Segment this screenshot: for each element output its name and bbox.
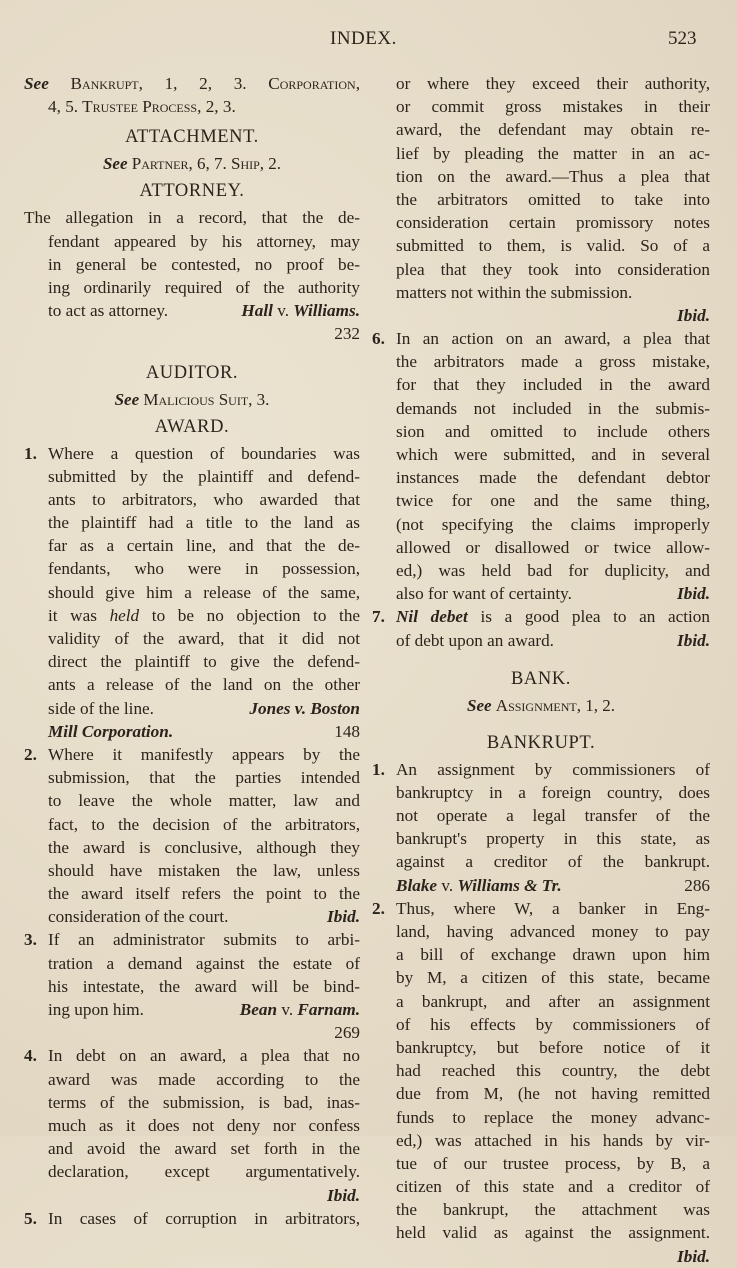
case-citation: Hall v. Williams. <box>241 301 360 321</box>
entry-line: against a creditor of the bankrupt. <box>396 852 710 872</box>
entry-line: the award itself refers the point to the <box>48 884 360 904</box>
entry-line <box>24 720 360 743</box>
entry-line: demands not included in the submis- <box>396 398 710 418</box>
entry-number: 1. <box>372 759 385 779</box>
heading-award: AWARD. <box>154 416 230 437</box>
entry-line: fact, to the decision of the arbitrators, <box>48 814 360 834</box>
ibid-reference: Ibid. <box>677 584 710 604</box>
entry-line: award, the defendant may obtain re- <box>396 120 710 140</box>
cross-reference-auditor <box>24 388 360 414</box>
ibid-reference: Ibid. <box>677 630 710 650</box>
cross-reference-attachment <box>24 152 360 178</box>
case-citation: Jones v. Boston <box>249 698 360 718</box>
entry-line: plea that they took into consideration <box>396 259 710 279</box>
entry-line: citizen of this state and a creditor of <box>396 1177 710 1197</box>
entry-line: had reached this country, the debt <box>396 1061 710 1081</box>
entry-line: the bankrupt, the attachment was <box>396 1200 710 1220</box>
entry-line: terms of the submission, is bad, inas- <box>48 1092 360 1112</box>
award-entry-6: 6. In an action on an award, a plea that the arbitrators made a gross mistake, for that they included in the award demands not included in the submis- sion and omitted to include others which were submitted, and in several instances made the defendant debtor twice for one and the same thing, (not specifying the claims improperly allowed or disallowed or twice allow- ed,) was held bad for duplicity, and also for want of certainty. Ibid. <box>372 327 710 605</box>
running-title: INDEX. <box>330 28 397 49</box>
entry-number: 1. <box>24 443 37 463</box>
entry-line: should have mistaken the law, unless <box>48 860 360 880</box>
entry-number: 2. <box>372 898 385 918</box>
see-label: See <box>102 154 128 174</box>
entry-line: much as it does not deny nor confess <box>48 1115 360 1135</box>
entry-line: ing ordinarily required of the authority <box>48 277 360 297</box>
entry-line: matters not within the submission. <box>396 282 633 302</box>
case-citation: Bean v. Farnam. <box>239 1000 360 1019</box>
entry-number: 4. <box>24 1046 37 1066</box>
heading-bank: BANK. <box>510 668 572 689</box>
see-label: See <box>24 74 49 93</box>
page-reference: 232 <box>334 324 360 344</box>
entry-line: consideration of the court. Ibid. <box>24 905 360 928</box>
case-citation: Blake v. Williams & Tr. <box>396 875 562 895</box>
bankrupt-entry-1: 1. An assignment by commissioners of bankruptcy in a foreign country, does not operate a legal transfer of the bankrupt's property in this state, as against a creditor of the bankrupt. Blake v. Williams & Tr. 286 <box>372 758 710 897</box>
entry-line: held valid as against the assignment. <box>396 1223 710 1243</box>
entry-line: should give him a release of the same, <box>48 582 360 602</box>
entry-line: consideration certain promissory notes <box>396 213 710 233</box>
entry-line: to act as attorney. Hall v. Williams. <box>24 299 360 322</box>
entry-line: instances made the defendant debtor <box>396 468 710 488</box>
entry-line: for that they included in the award <box>396 375 710 395</box>
entry-line: bankrupt's property in this state, as <box>396 829 710 849</box>
entry-line: submission, that the parties intended <box>48 768 360 788</box>
cross-reference-bank <box>372 694 710 720</box>
entry-line: tration a demand against the estate of <box>48 953 360 973</box>
entry-line: ed,) was attached in his hands by vir- <box>396 1130 710 1150</box>
entry-line: ing upon him. Bean v. Farnam. <box>24 998 360 1021</box>
entry-line: the award is conclusive, although they <box>48 837 360 857</box>
entry-line: lief by pleading the matter in an ac- <box>396 143 710 163</box>
entry-line: The allegation in a record, that the de- <box>24 208 360 228</box>
right-column <box>372 72 710 1268</box>
cross-reference-text: Assignment, 1, 2. <box>495 695 615 715</box>
entry-line: direct the plaintiff to give the defend- <box>48 652 360 672</box>
entry-number: 3. <box>24 930 37 950</box>
entry-line: of debt upon an award. Ibid. <box>372 629 710 652</box>
entry-line: validity of the award, that it did not <box>48 629 360 648</box>
cross-reference-text: 4, 5. Trustee Process, 2, 3. <box>48 97 236 117</box>
page-number: 523 <box>668 28 697 49</box>
entry-line: in general be contested, no proof be- <box>48 254 360 274</box>
entry-line: or commit gross mistakes in their <box>396 97 710 117</box>
entry-line: ed,) was held bad for duplicity, and <box>396 560 710 580</box>
ibid-reference: Ibid. <box>327 907 360 927</box>
entry-line: his intestate, the award will be bind- <box>48 976 360 996</box>
entry-line: tue of our trustee process, by B, a <box>396 1153 710 1173</box>
entry-line: the arbitrators made a gross mistake, <box>396 352 710 372</box>
entry-line: allowed or disallowed or twice allow- <box>396 537 710 557</box>
entry-line: not operate a legal transfer of the <box>396 806 710 826</box>
entry-line: or where they exceed their authority, <box>396 74 710 93</box>
ibid-reference: Ibid. <box>327 1185 360 1205</box>
entry-line: and avoid the award set forth in the <box>48 1139 360 1159</box>
entry-line: of his effects by commissioners of <box>396 1014 710 1034</box>
entry-line: the arbitrators omitted to take into <box>396 189 710 209</box>
entry-line: to leave the whole matter, law and <box>48 791 360 811</box>
ibid-reference: Ibid. <box>677 1246 710 1266</box>
entry-line: side of the line. Jones v. Boston <box>24 697 360 720</box>
entry-line: a bill of exchange drawn upon him <box>396 945 710 965</box>
entry-line: it was held to be no objection to the <box>48 605 361 625</box>
entry-line: also for want of certainty. Ibid. <box>372 582 710 605</box>
award-entry-3: 3. If an administrator submits to arbi- tration a demand against the estate of his intestate, the award will be bind- ing upon him. Bean v. Farnam. 269 <box>24 928 360 1044</box>
award-entry-4: 4. In debt on an award, a plea that no award was made according to the terms of the submission, is bad, inas- much as it does not deny nor confess and avoid the award set forth in the declaration, except argumentatively. Ibid. <box>24 1044 360 1206</box>
case-citation: Mill Corporation. <box>48 721 174 741</box>
entry-line: twice for one and the same thing, <box>396 491 710 511</box>
entry-number: 5. <box>24 1208 37 1228</box>
page-reference: 269 <box>334 1023 360 1043</box>
entry-line: tion on the award.—Thus a plea that <box>396 166 710 186</box>
heading-attachment: ATTACHMENT. <box>125 127 259 148</box>
entry-line: sion and omitted to include others <box>396 421 710 441</box>
cross-reference-text: Bankrupt, 1, 2, 3. Corporation, <box>70 74 361 93</box>
entry-line: far as a certain line, and that the de- <box>48 536 360 556</box>
award-entry-1: 1. Where a question of boundaries was submitted by the plaintiff and defend- ants to arbitrators, who awarded that the plaintiff had a title to the land as far as a certain line, and that the de- fendants, who were in possession, should give him a release of the same, it was held to be no objection to the validity of the award, that it did not direct the plaintiff to give the defend- ants a release of the land on the other side of the line. Jones v. Boston Mill Corporation. 148 <box>24 442 360 743</box>
entry-line: the plaintiff had a title to the land as <box>48 513 360 533</box>
page-header <box>0 28 737 52</box>
entry-line: fendant appeared by his attorney, may <box>48 231 360 251</box>
entry-number: 2. <box>24 744 37 764</box>
entry-number: 6. <box>372 329 385 349</box>
entry-line: fendants, who were in possession, <box>48 559 360 579</box>
entry-number: 7. <box>372 607 385 627</box>
award-entry-7: 7. Nil debet is a good plea to an action of debt upon an award. Ibid. <box>372 605 710 651</box>
see-label: See <box>114 389 140 409</box>
heading-bankrupt: BANKRUPT. <box>486 732 596 753</box>
entry-line: a bankrupt, and after an assignment <box>396 991 710 1011</box>
left-column <box>24 72 360 1230</box>
page-reference: 286 <box>684 875 710 895</box>
entry-line: ants to arbitrators, who awarded that <box>48 489 360 509</box>
entry-line: submitted to them, is valid. So of a <box>396 236 710 256</box>
cross-reference-text: Malicious Suit, 3. <box>143 389 270 409</box>
entry-line: submitted by the plaintiff and defend- <box>48 466 360 486</box>
award-entry-5-start: 5. In cases of corruption in arbitrators, <box>24 1207 360 1230</box>
entry-line: (not specifying the claims improperly <box>396 514 710 534</box>
page-reference: 148 <box>334 721 360 741</box>
award-entry-2: 2. Where it manifestly appears by the submission, that the parties intended to leave the whole matter, law and fact, to the decision of the arbitrators, the award is conclusive, although they should have mistaken the law, unless the award itself refers the point to the consideration of the court. Ibid. <box>24 743 360 929</box>
entry-line: funds to replace the money advanc- <box>396 1107 710 1127</box>
entry-line: land, having advanced money to pay <box>396 922 710 941</box>
entry-line: declaration, except argumentatively. <box>48 1162 360 1182</box>
entry-line <box>372 874 710 897</box>
cross-reference-bankrupt <box>24 72 360 118</box>
ibid-reference: Ibid. <box>677 305 710 325</box>
cross-reference-text: Partner, 6, 7. Ship, 2. <box>131 154 282 174</box>
entry-line: award was made according to the <box>48 1069 360 1089</box>
heading-attorney: ATTORNEY. <box>139 181 245 202</box>
entry-line: bankruptcy in a foreign country, does <box>396 782 710 802</box>
entry-line: due from M, (he not having remitted <box>396 1084 710 1104</box>
entry-line: which were submitted, and in several <box>396 445 710 464</box>
award-entry-5-continued <box>372 72 710 327</box>
heading-auditor: AUDITOR. <box>145 362 239 383</box>
entry-attorney <box>24 206 360 345</box>
entry-line: bankruptcy, but before notice of it <box>396 1037 710 1057</box>
entry-line: ants a release of the land on the other <box>48 675 360 695</box>
entry-line: by M, a citizen of this state, became <box>396 968 710 988</box>
bankrupt-entry-2: 2. Thus, where W, a banker in Eng- land, having advanced money to pay a bill of exchange drawn upon him by M, a citizen of this state, became a bankrupt, and after an assignment of his effects by commissioners of bankruptcy, but before notice of it had reached this country, the debt due from M, (he not having remitted funds to replace the money advanc- ed,) was attached in his hands by vir- tue of our trustee process, by B, a citizen of this state and a creditor of the bankrupt, the attachment was held valid as against the assignment. Ibid. <box>372 897 710 1268</box>
see-label: See <box>467 695 492 715</box>
